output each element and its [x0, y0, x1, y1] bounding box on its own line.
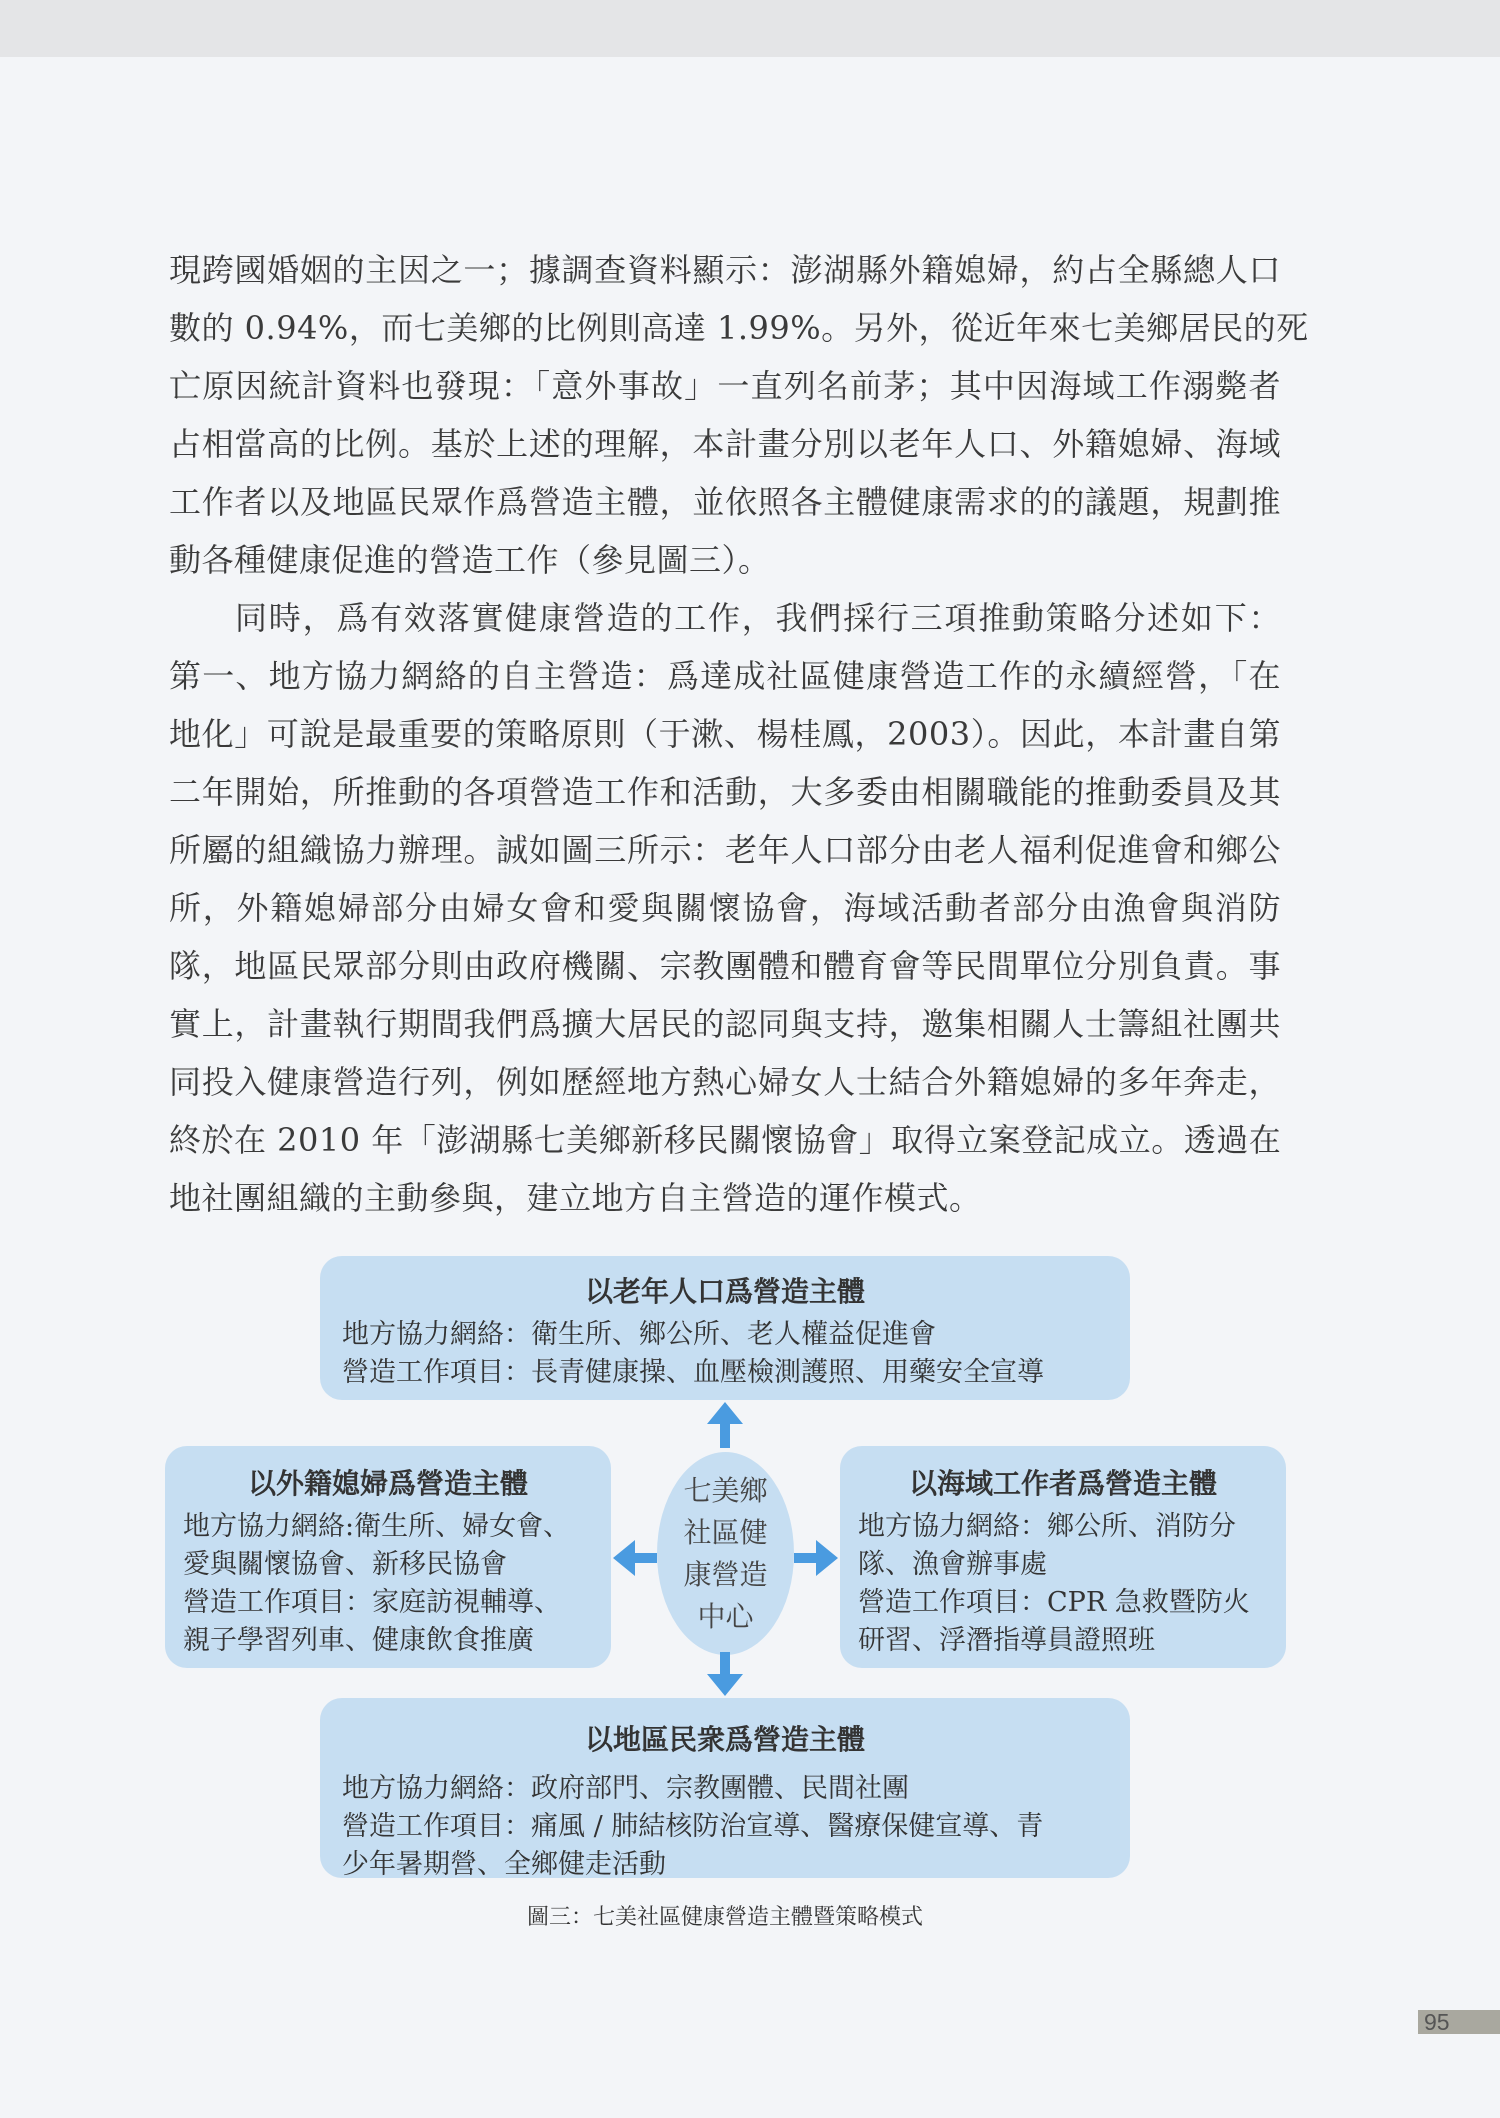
box-title: 以地區民衆爲營造主體 — [584, 1723, 865, 1756]
box-title: 以老年人口爲營造主體 — [584, 1275, 865, 1308]
page-number: 95 — [1418, 2010, 1500, 2034]
text-line: 所，外籍媳婦部分由婦女會和愛與關懷協會，海域活動者部分由漁會與消防 — [169, 889, 1281, 927]
text-line: 同投入健康營造行列，例如歷經地方熱心婦女人士結合外籍媳婦的多年奔走， — [169, 1063, 1281, 1101]
box-row: 地方協力網絡:衛生所、婦女會、 — [183, 1511, 571, 1542]
box-row: 地方協力網絡：鄉公所、消防分 — [858, 1511, 1236, 1542]
paragraph-1 — [169, 241, 1309, 589]
text-line: 亡原因統計資料也發現：「意外事故」一直列名前茅；其中因海域工作溺斃者 — [169, 367, 1281, 405]
text-line: 占相當高的比例。基於上述的理解，本計畫分別以老年人口、外籍媳婦、海域 — [169, 425, 1281, 463]
text-line: 地化」可說是最重要的策略原則（于漱、楊桂鳳，2003）。因此，本計畫自第 — [169, 715, 1281, 753]
figure-caption: 圖三：七美社區健康營造主體暨策略模式 — [526, 1905, 923, 1930]
box-row: 親子學習列車、健康飲食推廣 — [183, 1625, 534, 1656]
arrow-up-icon — [705, 1400, 745, 1450]
box-row: 地方協力網絡：衛生所、鄉公所、老人權益促進會 — [342, 1319, 936, 1350]
box-row: 研習、浮潛指導員證照班 — [858, 1625, 1155, 1656]
text-line: 工作者以及地區民眾作爲營造主體，並依照各主體健康需求的的議題，規劃推 — [169, 483, 1281, 521]
center-text: 社區健 — [683, 1515, 768, 1549]
paragraph-2 — [169, 589, 1281, 1227]
box-row: 營造工作項目：家庭訪視輔導、 — [183, 1587, 561, 1618]
text-line: 終於在 2010 年「澎湖縣七美鄉新移民關懷協會」取得立案登記成立。透過在 — [169, 1121, 1282, 1159]
text-line: 同時，爲有效落實健康營造的工作，我們採行三項推動策略分述如下： — [235, 599, 1281, 637]
diagram-box-residents — [320, 1698, 1130, 1878]
box-row: 營造工作項目：長青健康操、血壓檢測護照、用藥安全宣導 — [342, 1357, 1044, 1388]
box-title: 以海域工作者爲營造主體 — [908, 1467, 1217, 1500]
text-line: 所屬的組織協力辦理。誠如圖三所示：老年人口部分由老人福利促進會和鄉公 — [169, 831, 1281, 869]
text-line: 數的 0.94%，而七美鄉的比例則高達 1.99%。另外，從近年來七美鄉居民的死 — [169, 309, 1309, 347]
diagram-box-sea-workers — [840, 1446, 1286, 1668]
page-top-band — [0, 0, 1500, 57]
text-line: 現跨國婚姻的主因之一；據調查資料顯示：澎湖縣外籍媳婦，約占全縣總人口 — [169, 251, 1281, 289]
diagram-box-elderly — [320, 1256, 1130, 1400]
text-line: 實上，計畫執行期間我們爲擴大居民的認同與支持，邀集相關人士籌組社團共 — [169, 1005, 1281, 1043]
box-title: 以外籍媳婦爲營造主體 — [247, 1467, 528, 1500]
text-line: 動各種健康促進的營造工作（參見圖三）。 — [169, 541, 771, 579]
text-line: 隊，地區民眾部分則由政府機關、宗教團體和體育會等民間單位分別負責。事 — [169, 947, 1281, 985]
text-line: 地社團組織的主動參與，建立地方自主營造的運作模式。 — [169, 1179, 982, 1217]
box-row: 營造工作項目：痛風 / 肺結核防治宣導、醫療保健宣導、青 — [342, 1811, 1044, 1842]
diagram-center-ellipse — [657, 1452, 794, 1655]
center-text: 康營造 — [683, 1557, 768, 1591]
center-text: 中心 — [697, 1599, 754, 1633]
arrow-left-icon — [611, 1538, 659, 1578]
text-line: 第一、地方協力網絡的自主營造：爲達成社區健康營造工作的永續經營，「在 — [169, 657, 1281, 695]
body-text — [169, 241, 1309, 1227]
arrow-down-icon — [705, 1652, 745, 1698]
box-row: 愛與關懷協會、新移民協會 — [183, 1549, 507, 1580]
diagram-box-foreign-spouses — [165, 1446, 611, 1668]
arrow-right-icon — [794, 1538, 840, 1578]
box-row: 少年暑期營、全鄉健走活動 — [342, 1849, 666, 1880]
box-row: 地方協力網絡：政府部門、宗教團體、民間社團 — [342, 1773, 909, 1804]
box-row: 營造工作項目：CPR 急救暨防火 — [858, 1587, 1250, 1618]
box-row: 隊、漁會辦事處 — [858, 1549, 1047, 1580]
center-text: 七美鄉 — [683, 1473, 768, 1507]
text-line: 二年開始，所推動的各項營造工作和活動，大多委由相關職能的推動委員及其 — [169, 773, 1281, 811]
